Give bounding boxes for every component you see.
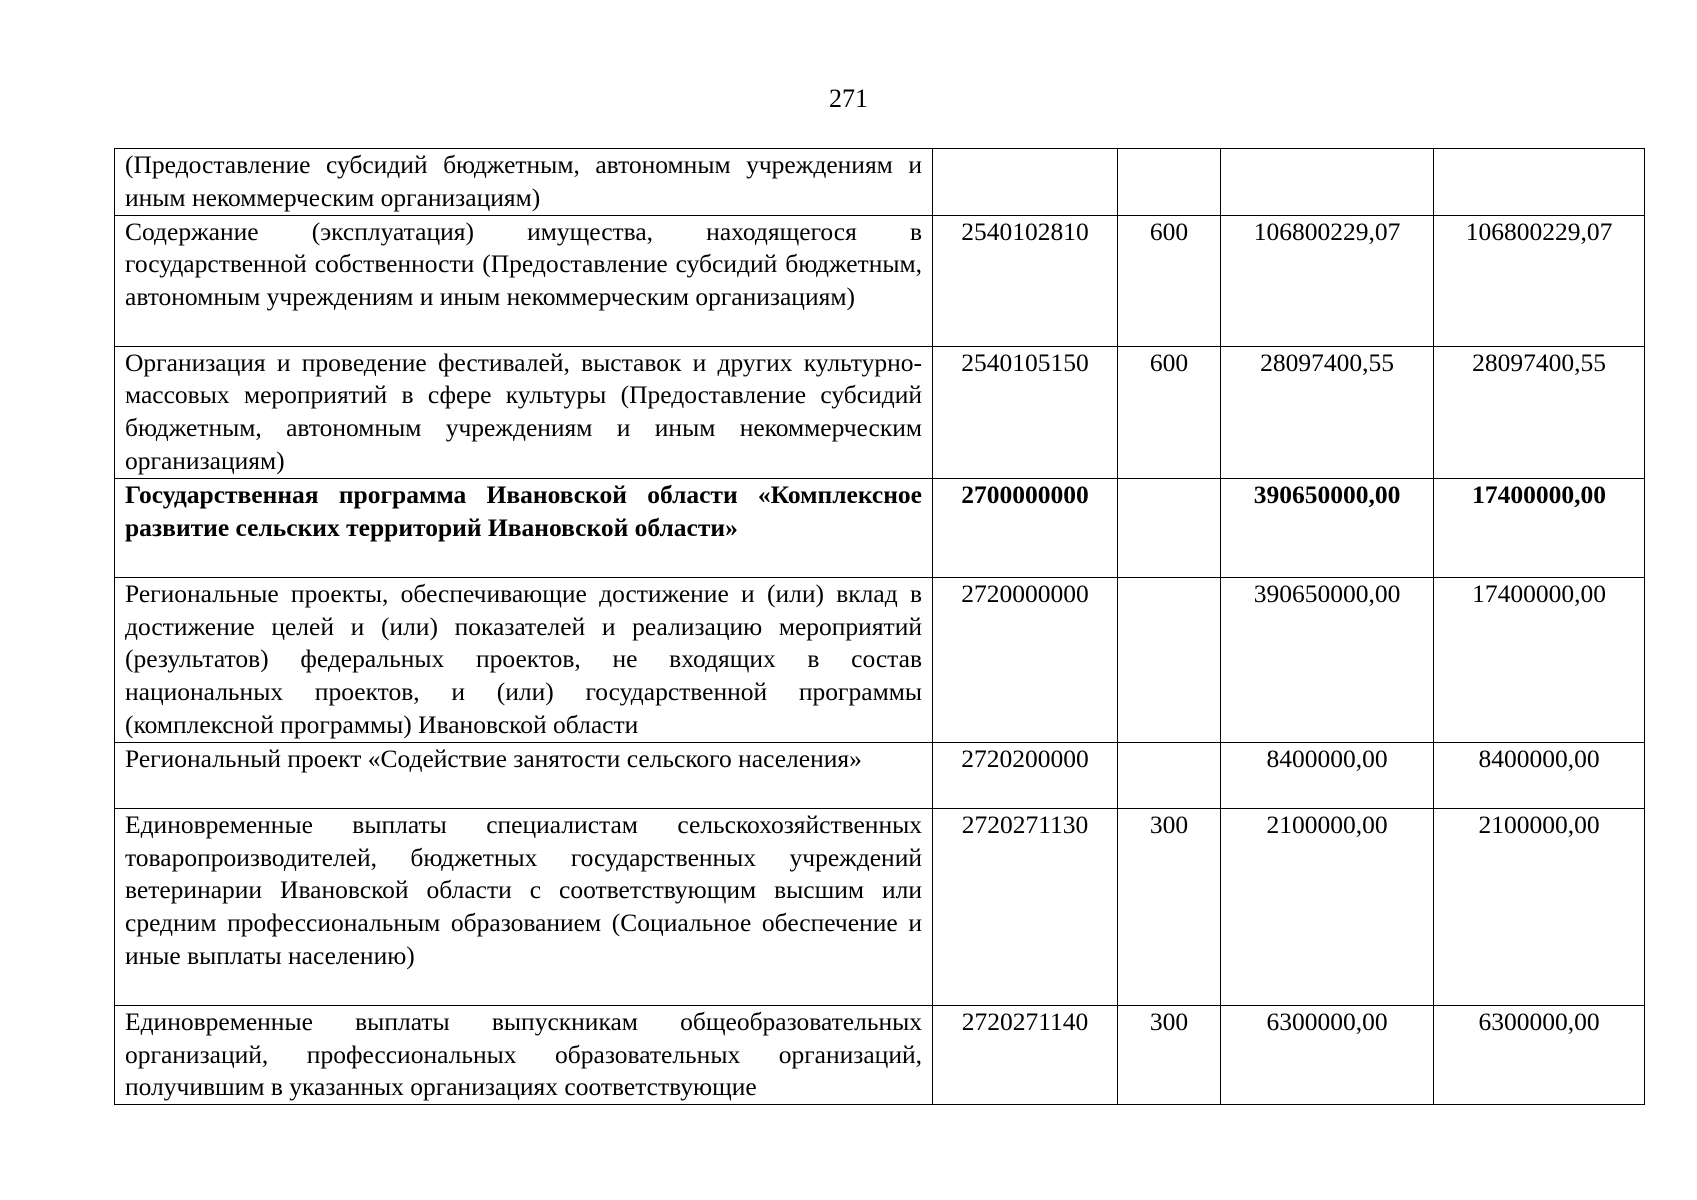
- row-amount-1: 28097400,55: [1221, 346, 1434, 478]
- row-amount-2: 17400000,00: [1434, 577, 1645, 742]
- row-target-code: 2720271130: [933, 808, 1118, 1005]
- table-row: [115, 149, 1645, 216]
- table-row: [115, 215, 1645, 346]
- budget-table-body: [115, 149, 1645, 1105]
- row-description: Содержание (эксплуатация) имущества, находящегося в государственной собственности (Предоставление субсидий бюджетным, автономным учреждениям и иным некоммерческим организациям): [115, 215, 933, 346]
- row-amount-1: 6300000,00: [1221, 1005, 1434, 1104]
- row-amount-1: 8400000,00: [1221, 742, 1434, 808]
- row-amount-1: 106800229,07: [1221, 215, 1434, 346]
- row-description: Региональные проекты, обеспечивающие достижение и (или) вклад в достижение целей и (или) показателей и реализацию мероприятий (результатов) федеральных проектов, не входящих в состав национальных проектов, и (или) государственной программы (комплексной программы) Ивановской области: [115, 577, 933, 742]
- row-description: Единовременные выплаты выпускникам общеобразовательных организаций, профессиональных образовательных организаций, получившим в указанных организациях соответствующие: [115, 1005, 933, 1104]
- row-target-code: 2540105150: [933, 346, 1118, 478]
- row-expense-type: [1118, 742, 1221, 808]
- row-description: Государственная программа Ивановской области «Комплексное развитие сельских территорий Ивановской области»: [115, 478, 933, 577]
- row-description: (Предоставление субсидий бюджетным, автономным учреждениям и иным некоммерческим организациям): [115, 149, 933, 216]
- table-row: [115, 478, 1645, 577]
- row-expense-type: 600: [1118, 215, 1221, 346]
- row-expense-type: [1118, 149, 1221, 216]
- row-target-code: 2720271140: [933, 1005, 1118, 1104]
- row-description: Единовременные выплаты специалистам сельскохозяйственных товаропроизводителей, бюджетных государственных учреждений ветеринарии Ивановской области с соответствующим высшим или средним профессиональным образованием (Социальное обеспечение и иные выплаты населению): [115, 808, 933, 1005]
- row-target-code: 2540102810: [933, 215, 1118, 346]
- row-amount-1: 2100000,00: [1221, 808, 1434, 1005]
- table-row: [115, 808, 1645, 1005]
- row-expense-type: 600: [1118, 346, 1221, 478]
- row-expense-type: 300: [1118, 1005, 1221, 1104]
- row-target-code: [933, 149, 1118, 216]
- table-row: [115, 1005, 1645, 1104]
- row-amount-1: 390650000,00: [1221, 577, 1434, 742]
- row-description: Организация и проведение фестивалей, выставок и других культурно-массовых мероприятий в сфере культуры (Предоставление субсидий бюджетным, автономным учреждениям и иным некоммерческим организациям): [115, 346, 933, 478]
- row-amount-2: 17400000,00: [1434, 478, 1645, 577]
- table-row: [115, 742, 1645, 808]
- row-target-code: 2700000000: [933, 478, 1118, 577]
- row-amount-1: [1221, 149, 1434, 216]
- budget-table: [114, 148, 1645, 1105]
- row-amount-1: 390650000,00: [1221, 478, 1434, 577]
- row-amount-2: 8400000,00: [1434, 742, 1645, 808]
- row-amount-2: 2100000,00: [1434, 808, 1645, 1005]
- table-row: [115, 577, 1645, 742]
- row-description: Региональный проект «Содействие занятости сельского населения»: [115, 742, 933, 808]
- row-amount-2: 28097400,55: [1434, 346, 1645, 478]
- row-target-code: 2720200000: [933, 742, 1118, 808]
- page-number: 271: [829, 84, 868, 113]
- row-amount-2: [1434, 149, 1645, 216]
- table-row: [115, 346, 1645, 478]
- row-target-code: 2720000000: [933, 577, 1118, 742]
- row-expense-type: [1118, 577, 1221, 742]
- row-amount-2: 106800229,07: [1434, 215, 1645, 346]
- row-amount-2: 6300000,00: [1434, 1005, 1645, 1104]
- row-expense-type: 300: [1118, 808, 1221, 1005]
- row-expense-type: [1118, 478, 1221, 577]
